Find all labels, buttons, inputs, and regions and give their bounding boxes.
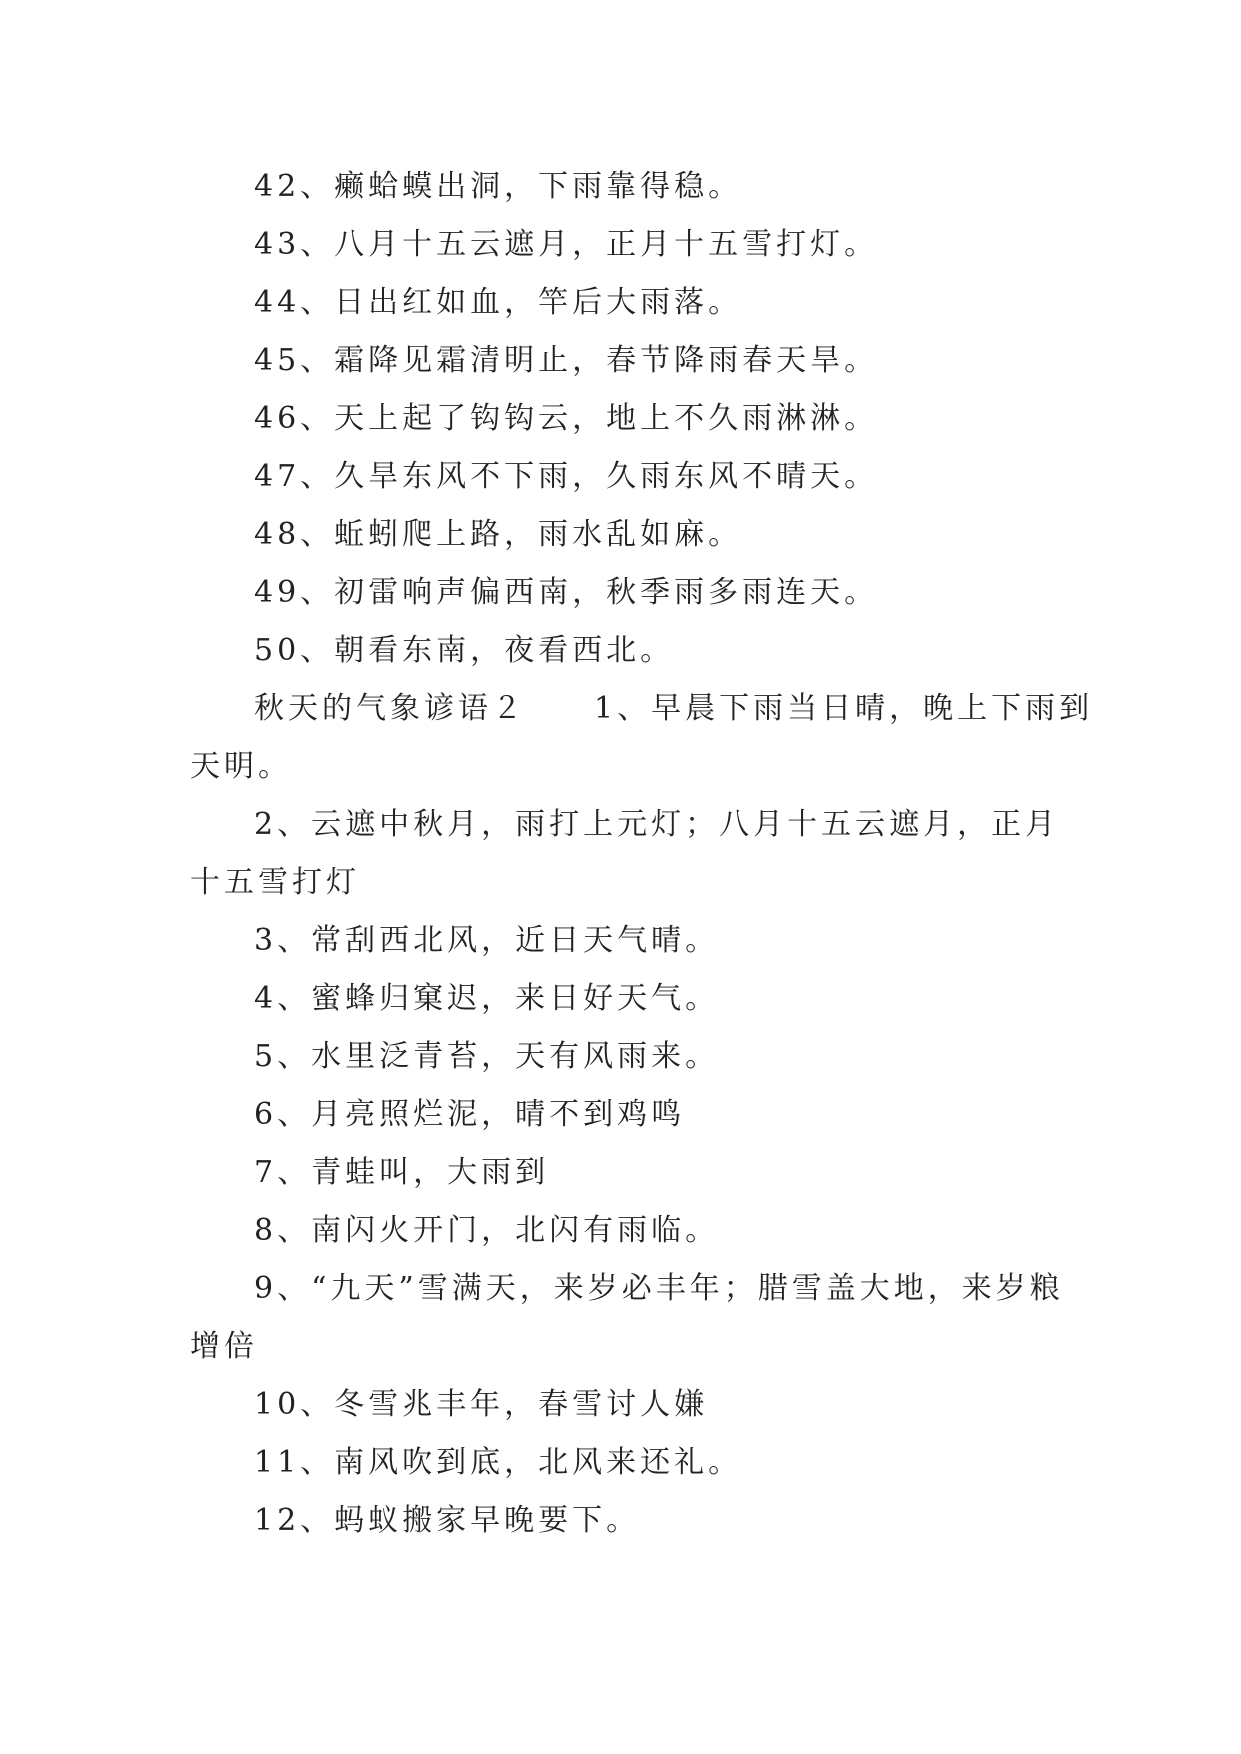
- text-line-continuation: 增倍: [190, 1329, 258, 1364]
- text-line: 8、南闪火开门，北闪有雨临。: [254, 1213, 720, 1248]
- text-line: 47、久旱东风不下雨，久雨东风不晴天。: [254, 459, 879, 494]
- text-line: 10、冬雪兆丰年，春雪讨人嫌: [254, 1387, 709, 1422]
- text-line: 48、蚯蚓爬上路，雨水乱如麻。: [254, 517, 743, 552]
- document-body: [190, 158, 1094, 1550]
- text-line: 43、八月十五云遮月，正月十五雪打灯。: [254, 227, 879, 262]
- text-line: 2、云遮中秋月，雨打上元灯；八月十五云遮月，正月: [254, 807, 1060, 842]
- text-line: 44、日出红如血，竿后大雨落。: [254, 285, 743, 320]
- text-line: 45、霜降见霜清明止，春节降雨春天旱。: [254, 343, 879, 378]
- text-line: 5、水里泛青苔，天有风雨来。: [254, 1039, 720, 1074]
- text-line: 9、“九天”雪满天，来岁必丰年；腊雪盖大地，来岁粮: [254, 1271, 1064, 1306]
- text-line-continuation: 十五雪打灯: [190, 865, 360, 900]
- text-line: 11、南风吹到底，北风来还礼。: [254, 1445, 743, 1480]
- text-line: 6、月亮照烂泥，晴不到鸡鸣: [254, 1097, 686, 1132]
- text-line: 7、青蛙叫，大雨到: [254, 1155, 550, 1190]
- text-line: 50、朝看东南，夜看西北。: [254, 633, 675, 668]
- text-line: 4、蜜蜂归窠迟，来日好天气。: [254, 981, 720, 1016]
- text-line: 3、常刮西北风，近日天气晴。: [254, 923, 720, 958]
- text-line: 49、初雷响声偏西南，秋季雨多雨连天。: [254, 575, 879, 610]
- text-line: 12、蚂蚁搬家早晚要下。: [254, 1503, 641, 1538]
- text-line: 46、天上起了钩钩云，地上不久雨淋淋。: [254, 401, 879, 436]
- text-line: 42、癞蛤蟆出洞，下雨靠得稳。: [254, 169, 743, 204]
- section-heading-line: 秋天的气象谚语２ 1、早晨下雨当日晴，晚上下雨到: [254, 691, 1094, 726]
- text-line-continuation: 天明。: [190, 749, 292, 784]
